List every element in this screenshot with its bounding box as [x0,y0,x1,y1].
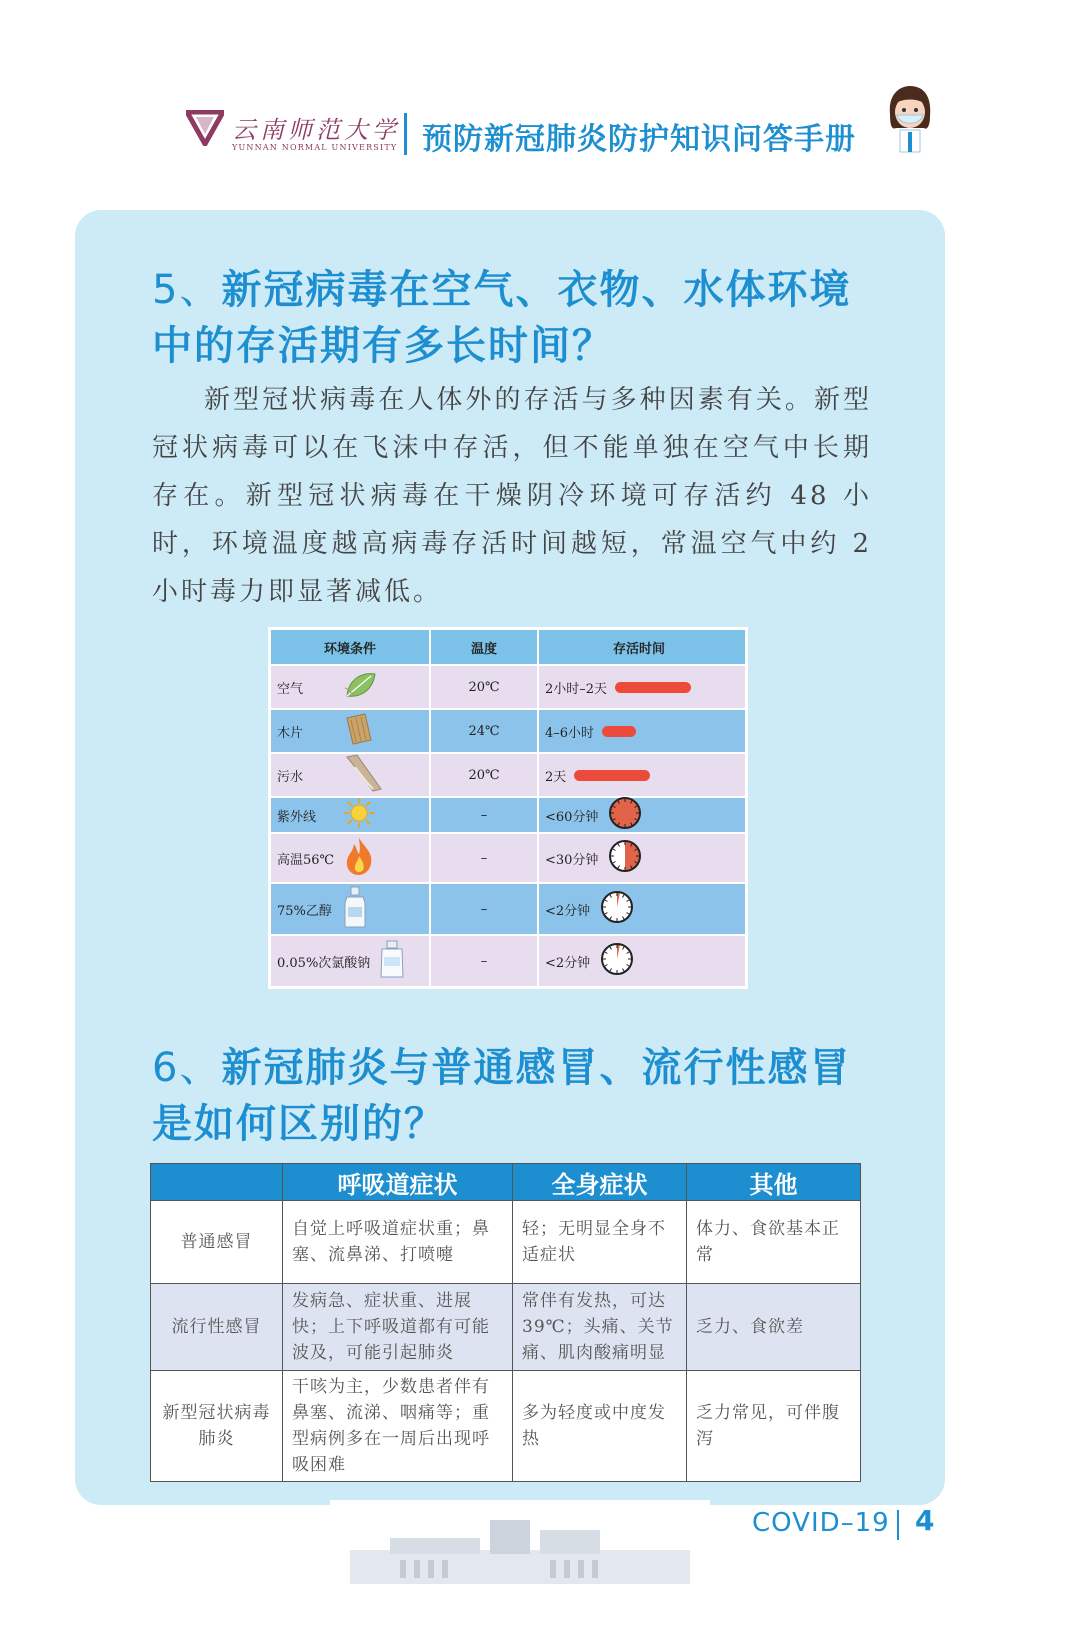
condition-label: 75%乙醇 [277,903,332,919]
condition-label: 木片 [277,725,304,741]
cell-temperature: – [431,884,539,934]
condition-label: 0.05%次氯酸钠 [277,955,371,971]
cell-temperature: 20℃ [431,666,539,708]
cell-condition [271,834,431,882]
alcohol-bottle-icon [343,885,367,933]
survival-table-header [271,630,745,666]
masked-girl-icon [886,84,934,154]
leaf-icon [343,670,377,704]
question-6-text: 新冠肺炎与普通感冒、流行性感冒是如何区别的？ [152,1045,852,1147]
cell-temperature: – [431,798,539,832]
sun-icon [343,797,375,833]
cell-other: 乏力、食欲差 [687,1284,861,1371]
survival-time-label: 4–6小时 [545,725,595,741]
header-divider [404,113,407,155]
fire-icon [343,836,375,880]
cell-temperature: – [431,834,539,882]
comparison-header-blank [151,1164,283,1201]
cell-temperature: 24℃ [431,710,539,752]
cell-survival-time [539,884,739,934]
table-row [151,1201,861,1284]
row-covid-19: 新型冠状病毒肺炎 [151,1371,283,1482]
condition-label: 高温56℃ [277,852,335,868]
cell-temperature: – [431,936,539,986]
water-icon [343,753,383,797]
survival-clock-icon [590,942,634,980]
header-survival-time: 存活时间 [612,641,665,657]
cell-respiratory: 自觉上呼吸道症状重；鼻塞、流鼻涕、打喷嚏 [283,1201,513,1284]
question-5-text: 新冠病毒在空气、衣物、水体环境中的存活期有多长时间？ [152,267,852,369]
survival-clock-icon [598,839,642,877]
hypochlorite-bottle-icon [379,939,405,983]
survival-row [271,666,745,710]
cell-other: 体力、食欲基本正常 [687,1201,861,1284]
question-6-number: 6、 [152,1045,222,1091]
survival-row [271,834,745,884]
cell-survival-time [539,666,739,708]
comparison-header-row [151,1164,861,1201]
table-row [151,1284,861,1371]
cell-survival-time [539,710,739,752]
page-number: 4 [915,1504,935,1537]
condition-label: 空气 [277,681,304,697]
footer-divider [897,1510,899,1540]
survival-row [271,798,745,834]
survival-time-label: 2天 [545,769,567,785]
comparison-header-respiratory: 呼吸道症状 [283,1164,513,1201]
cell-condition [271,884,431,934]
cold-flu-covid-comparison-table [150,1163,861,1482]
table-row [151,1371,861,1482]
campus-skyline-icon [330,1500,710,1590]
virus-survival-table [268,627,748,989]
cell-condition [271,936,431,986]
cell-systemic: 多为轻度或中度发热 [513,1371,687,1482]
cell-respiratory: 干咳为主，少数患者伴有鼻塞、流涕、咽痛等；重型病例多在一周后出现呼吸困难 [283,1371,513,1482]
page-header [0,0,1080,190]
survival-clock-icon [590,890,634,928]
manual-title: 预防新冠肺炎防护知识问答手册 [422,122,856,157]
row-influenza: 流行性感冒 [151,1284,283,1371]
cell-condition [271,666,431,708]
survival-row [271,754,745,798]
university-name-cn: 云南师范大学 [232,116,400,144]
footer-label: COVID–19 [752,1508,890,1538]
question-6-title [152,1040,872,1152]
comparison-header-systemic: 全身症状 [513,1164,687,1201]
question-5-answer: 新型冠状病毒在人体外的存活与多种因素有关。新型冠状病毒可以在飞沫中存活，但不能单独在空气中长期存在。新型冠状病毒在干燥阴冷环境可存活约 48 小时，环境温度越高病毒存活时间越短，常温空气中约 2 小时毒力即显著减低。 [152,385,872,607]
university-name-en: YUNNAN NORMAL UNIVERSITY [232,143,398,152]
cell-systemic: 常伴有发热，可达39℃；头痛、关节痛、肌肉酸痛明显 [513,1284,687,1371]
university-logo-icon [186,110,224,146]
cell-survival-time [539,936,739,986]
condition-label: 污水 [277,769,304,785]
wood-icon [343,712,375,750]
survival-row [271,936,745,986]
cell-other: 乏力常见，可伴腹泻 [687,1371,861,1482]
survival-time-label: <2分钟 [545,955,591,971]
cell-respiratory: 发病急、症状重、进展快；上下呼吸道都有可能波及，可能引起肺炎 [283,1284,513,1371]
survival-row [271,710,745,754]
cell-survival-time [539,798,739,832]
survival-time-label: 2小时–2天 [545,681,608,697]
survival-duration-bar [615,682,691,693]
survival-clock-icon [598,796,642,834]
header-temperature: 温度 [431,630,539,664]
survival-duration-bar [574,770,650,781]
question-5-title [152,262,872,374]
survival-duration-bar [602,726,636,737]
survival-row [271,884,745,936]
header-condition: 环境条件 [271,630,431,664]
row-common-cold: 普通感冒 [151,1201,283,1284]
survival-time-label: <2分钟 [545,903,591,919]
cell-temperature: 20℃ [431,754,539,796]
cell-survival-time [539,754,739,796]
comparison-header-other: 其他 [687,1164,861,1201]
cell-condition [271,710,431,752]
cell-condition [271,798,431,832]
cell-condition [271,754,431,796]
condition-label: 紫外线 [277,809,317,825]
survival-time-label: <30分钟 [545,852,599,868]
survival-time-label: <60分钟 [545,809,599,825]
cell-survival-time [539,834,739,882]
cell-systemic: 轻；无明显全身不适症状 [513,1201,687,1284]
question-5-number: 5、 [152,267,222,313]
